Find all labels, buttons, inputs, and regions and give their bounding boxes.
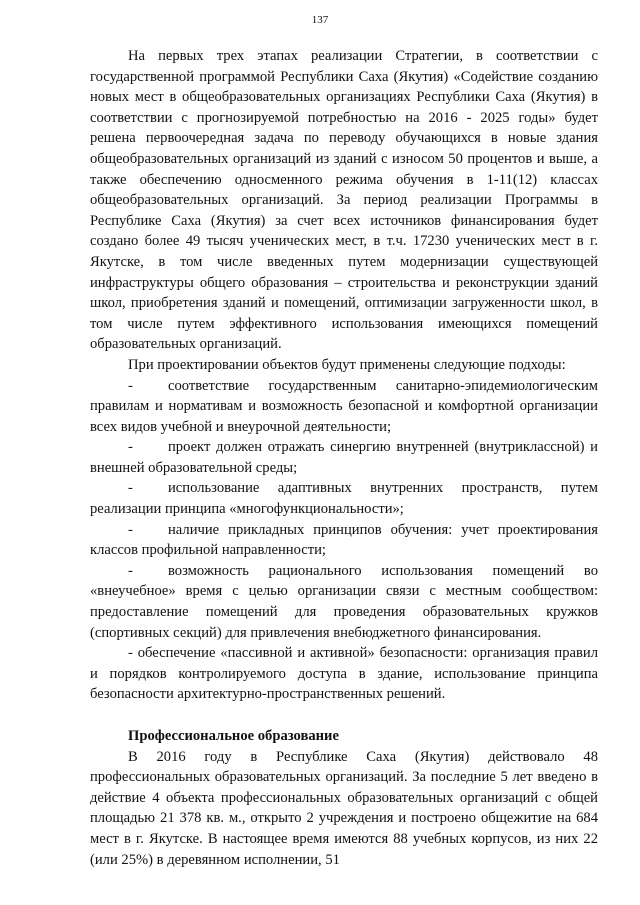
security-item: - обеспечение «пассивной и активной» безопасности: организация правил и порядков контролируемого доступа в здание, использование принципа безопасности архитектурно-пространственных решений. — [90, 645, 598, 703]
list-item-text: соответствие государственным санитарно-эпидемиологическим правилам и нормативам и возможность безопасной и комфортной организации всех видов учебной и внеурочной деятельности; — [90, 377, 598, 435]
approaches-intro: При проектировании объектов будут применены следующие подходы: — [128, 356, 566, 373]
list-marker: - — [128, 377, 133, 394]
page-body — [90, 46, 598, 870]
section-heading: Профессиональное образование — [128, 728, 339, 744]
list-item-text: проект должен отражать синергию внутренней (внутриклассной) и внешней образовательной среды; — [90, 439, 598, 476]
list-item-text: возможность рационального использования помещений во «внеучебное» время с целью организации связи с местным сообществом: предоставление помещений для проведения образовательных кружков (спортивных секций) для привлечения внебюджетного финансирования. — [90, 562, 598, 641]
list-item — [90, 437, 598, 478]
list-item — [90, 478, 598, 519]
list-item — [90, 561, 598, 643]
list-item-text: наличие прикладных принципов обучения: учет проектирования классов профильной направленности; — [90, 521, 598, 559]
page-number: 137 — [311, 14, 329, 26]
intro-paragraph: На первых трех этапах реализации Стратегии, в соответствии с государственной программой Республики Саха (Якутия) «Содействие созданию новых мест в общеобразовательных организациях Республики Саха (Якутия) в соответствии с прогнозируемой потребностью на 2016 - 2025 годы» будет решена первоочередная задача по переводу обучающихся в новые здания общеобразовательных организаций из зданий с износом 50 процентов и выше, а также обеспечению односменного режима обучения в 1-11(12) классах общеобразовательных организаций. За период реализации Программы в Республике Саха (Якутия) за счет всех источников финансирования будет создано более 49 тысяч ученических мест, в т.ч. 17230 ученических мест в г. Якутске, в том числе введенных путем модернизации существующей инфраструктуры общего образования – строительства и реконструкции зданий школ, приобретения зданий и помещений, оптимизации загруженности школ, в том числе путем эффективного использования имеющихся помещений образовательных организаций. — [90, 48, 598, 353]
list-item — [90, 376, 598, 438]
list-item — [90, 520, 598, 561]
list-item-text: использование адаптивных внутренних пространств, путем реализации принципа «многофункциональности»; — [90, 480, 598, 518]
list-marker: - — [128, 562, 133, 579]
list-marker: - — [128, 521, 133, 538]
list-marker: - — [128, 439, 133, 456]
list-marker: - — [128, 480, 133, 497]
section-paragraph: В 2016 году в Республике Саха (Якутия) действовало 48 профессиональных образовательных организаций. За последние 5 лет введено в действие 4 объекта профессиональных образовательных организаций с общей площадью 21 378 кв. м., открыто 2 учреждения и построено общежитие на 684 мест в г. Якутске. В настоящее время имеются 88 учебных корпусов, из них 22 (или 25%) в деревянном исполнении, 51 — [90, 748, 598, 868]
